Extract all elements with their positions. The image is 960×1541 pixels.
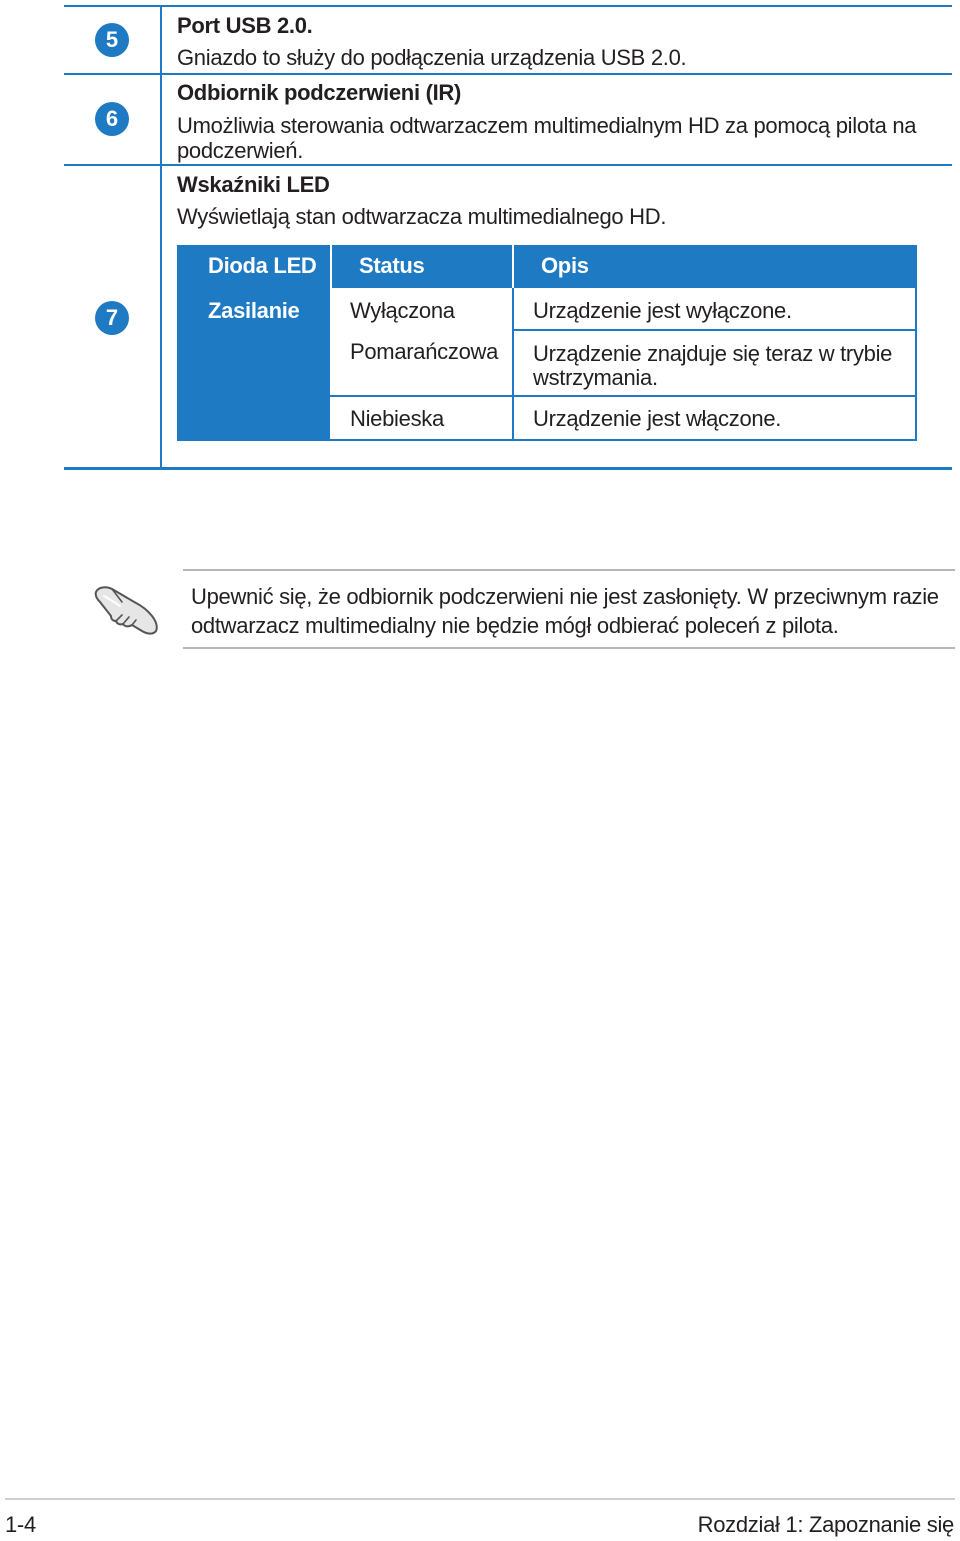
header-divider xyxy=(330,245,332,288)
footer-rule xyxy=(5,1498,955,1500)
led-status: Wyłączona xyxy=(350,298,455,323)
note-text: Upewnić się, że odbiornik podczerwieni nie jest zasłonięty. W przeciwnym razie odtwarzacz multimedialny nie będzie mógł odbierać poleceń z pilota. xyxy=(191,584,939,638)
page-number: 1-4 xyxy=(5,1512,36,1537)
table-right-border xyxy=(915,288,917,441)
table-column-divider xyxy=(160,5,162,470)
led-description: Urządzenie znajduje się teraz w trybie wstrzymania. xyxy=(533,341,893,390)
item-number-badge: 5 xyxy=(95,23,129,57)
item-description: Wyświetlają stan odtwarzacza multimedialnego HD. xyxy=(177,204,667,229)
table-rule-top xyxy=(64,5,952,7)
header-divider xyxy=(512,245,514,288)
item-description: Gniazdo to służy do podłączenia urządzenia USB 2.0. xyxy=(177,45,687,70)
header-led: Dioda LED xyxy=(208,253,317,278)
note-rule-bottom xyxy=(183,647,955,649)
item-description: Umożliwia sterowania odtwarzaczem multimedialnym HD za pomocą pilota na podczerwień. xyxy=(177,113,917,163)
led-description: Urządzenie jest wyłączone. xyxy=(533,298,792,323)
table-rule xyxy=(64,73,952,75)
header-status: Status xyxy=(359,253,425,278)
header-description: Opis xyxy=(541,253,589,278)
table-row-divider xyxy=(330,395,917,397)
table-column-divider xyxy=(512,288,514,441)
led-status: Pomarańczowa xyxy=(350,339,499,364)
table-row-divider xyxy=(512,329,917,331)
item-title: Wskaźniki LED xyxy=(177,172,330,197)
hand-note-icon xyxy=(92,578,162,636)
table-rule-bottom xyxy=(64,467,952,470)
chapter-title: Rozdział 1: Zapoznanie się xyxy=(697,1512,954,1537)
led-name-power: Zasilanie xyxy=(208,298,300,323)
led-description: Urządzenie jest włączone. xyxy=(533,406,782,431)
item-title: Odbiornik podczerwieni (IR) xyxy=(177,80,462,105)
led-status: Niebieska xyxy=(350,406,444,431)
item-number-badge: 6 xyxy=(95,102,129,136)
table-row-divider xyxy=(330,439,917,441)
item-number-badge: 7 xyxy=(95,301,129,335)
item-title: Port USB 2.0. xyxy=(177,13,313,38)
note-rule-top xyxy=(183,569,955,571)
led-status-table xyxy=(177,245,917,441)
table-rule xyxy=(64,164,952,166)
